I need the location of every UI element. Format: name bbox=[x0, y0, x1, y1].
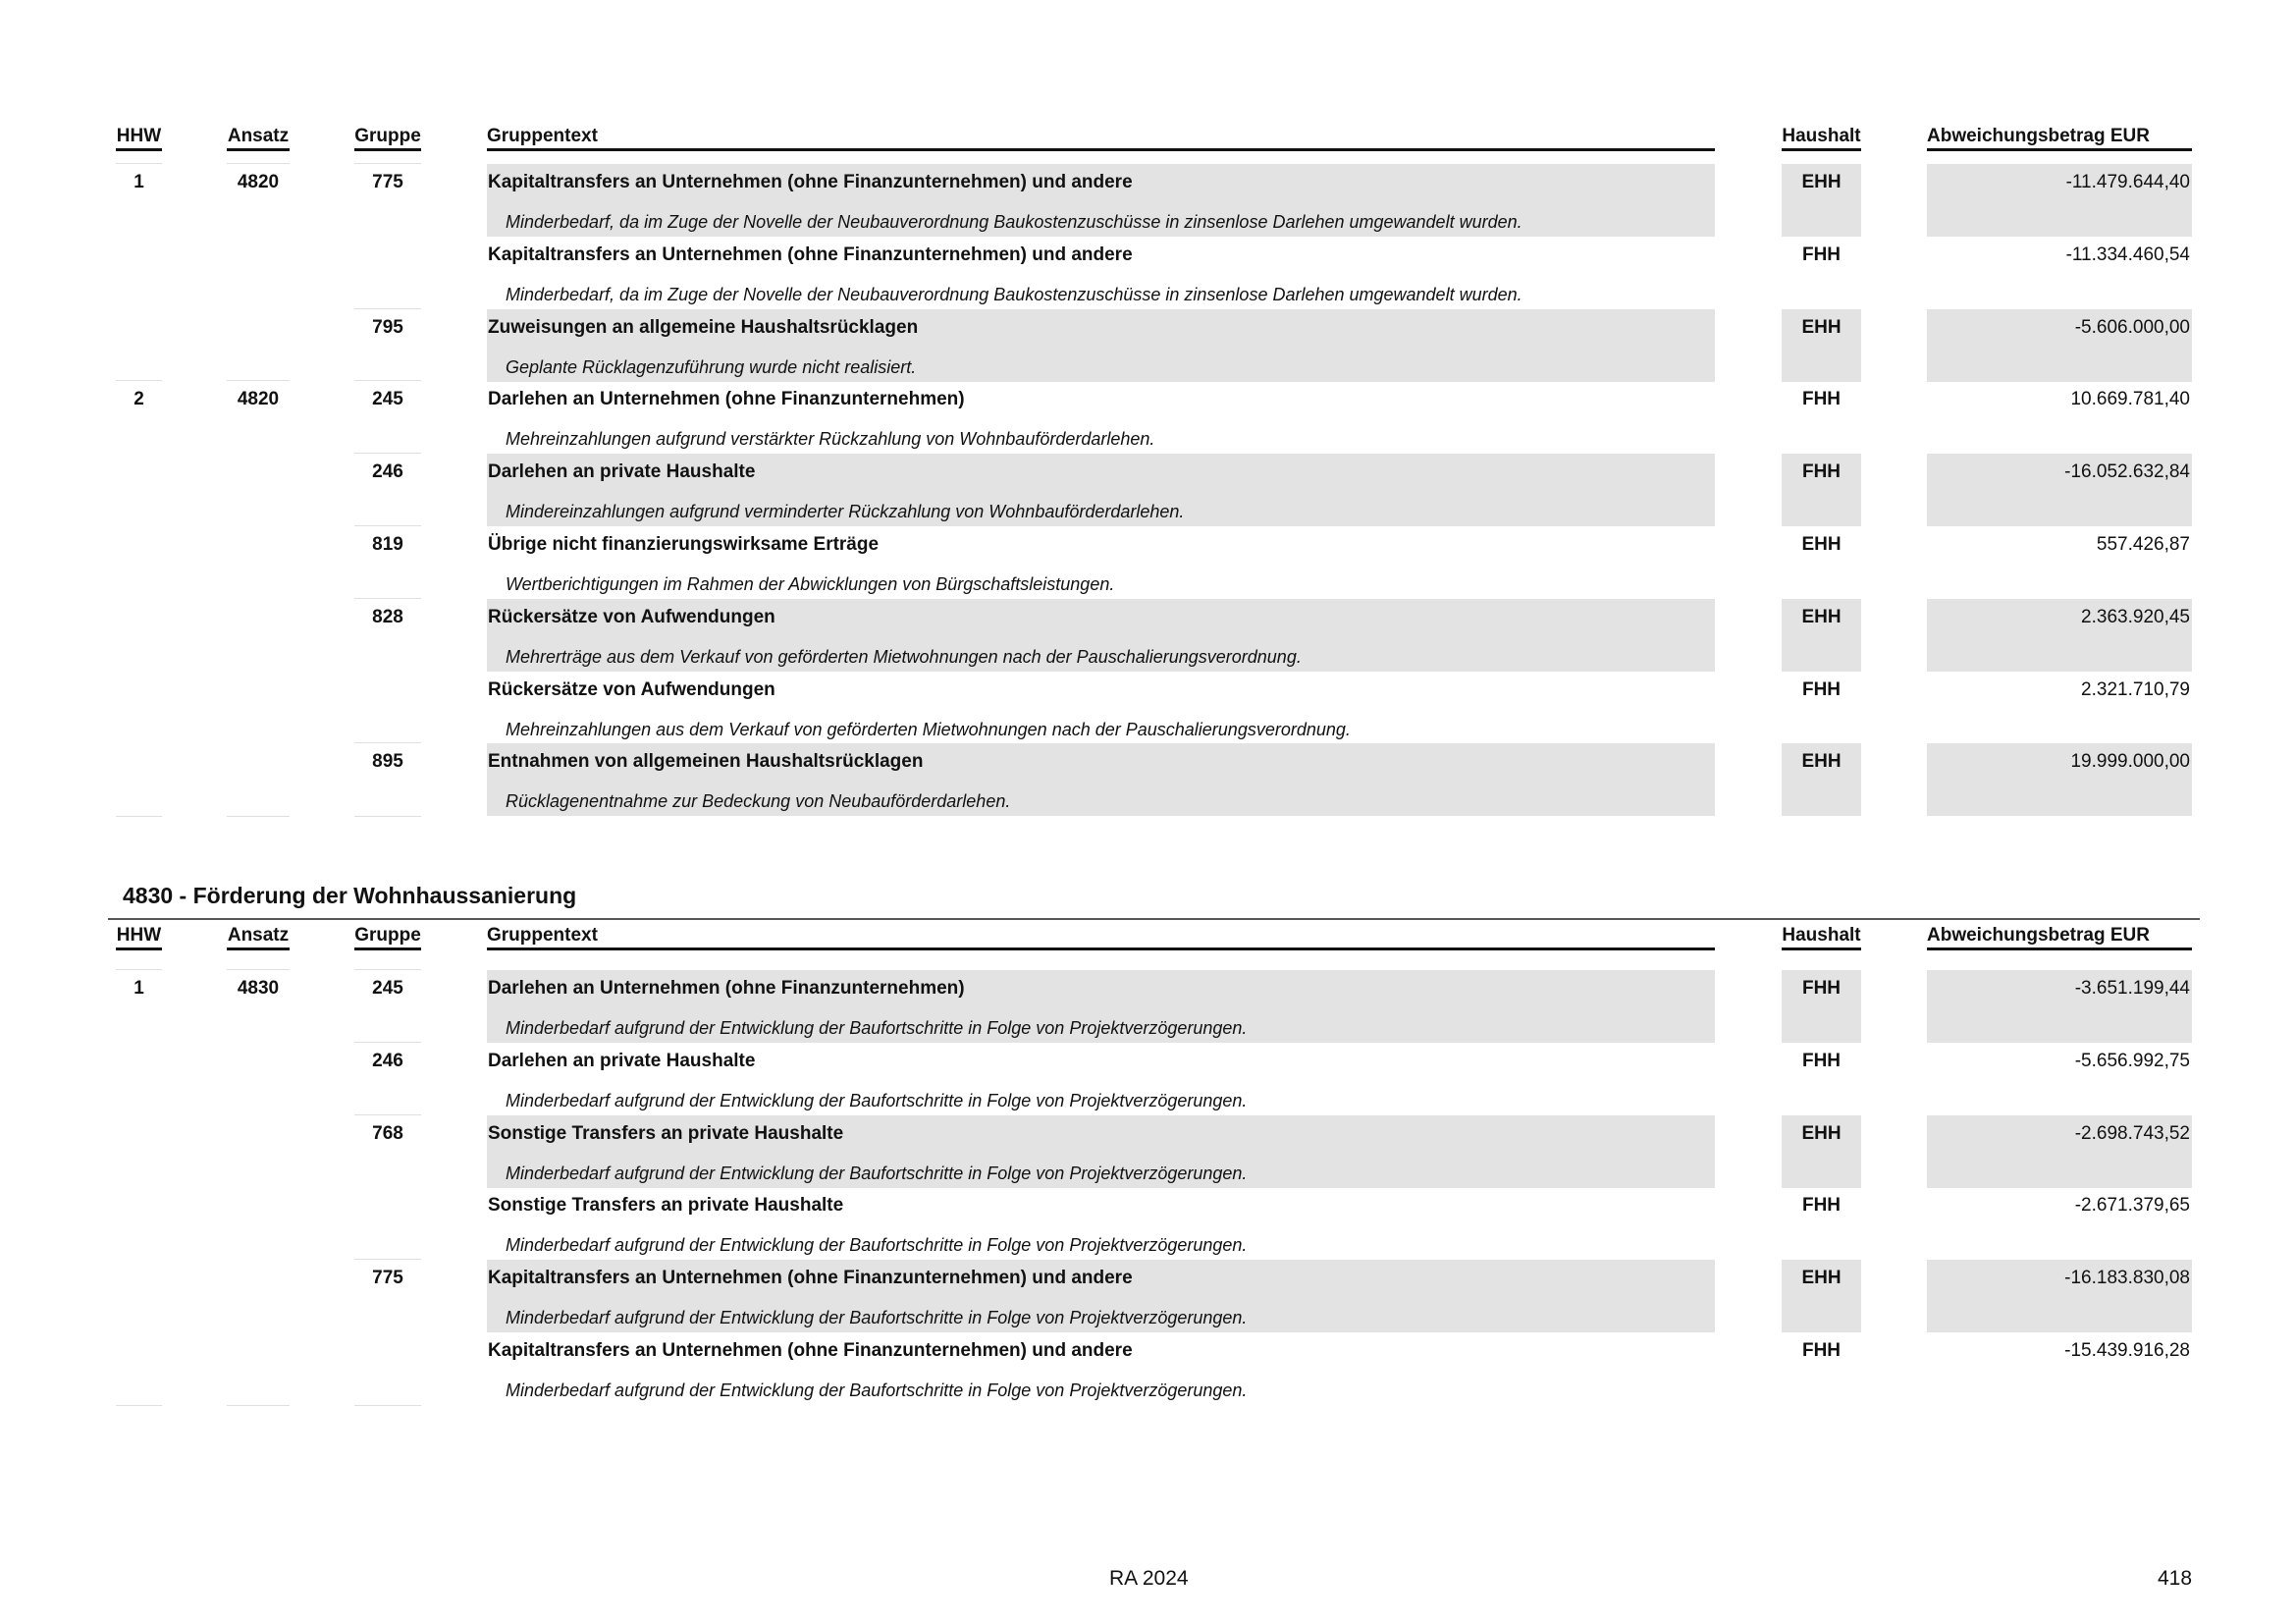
row-separator bbox=[116, 380, 162, 381]
cell-betrag: -5.606.000,00 bbox=[2074, 317, 2190, 338]
cell-description: Minderbedarf aufgrund der Entwicklung der Baufortschritte in Folge von Projektverzögerungen. bbox=[506, 1235, 1248, 1255]
cell-betrag: 19.999.000,00 bbox=[2070, 751, 2190, 772]
cell-gruppe: 828 bbox=[372, 607, 403, 627]
cell-ansatz: 4820 bbox=[237, 172, 280, 192]
cell-description: Minderbedarf aufgrund der Entwicklung der Baufortschritte in Folge von Projektverzögerungen. bbox=[506, 1380, 1248, 1400]
cell-gruppentext: Darlehen an Unternehmen (ohne Finanzunternehmen) bbox=[488, 389, 965, 409]
row-separator bbox=[116, 816, 162, 817]
cell-gruppe: 795 bbox=[372, 317, 403, 338]
cell-gruppe: 775 bbox=[372, 1268, 403, 1288]
cell-description: Mehreinzahlungen aufgrund verstärkter Rückzahlung von Wohnbauförderdarlehen. bbox=[506, 429, 1155, 449]
cell-gruppentext: Kapitaltransfers an Unternehmen (ohne Finanzunternehmen) und andere bbox=[488, 244, 1133, 265]
cell-ansatz: 4820 bbox=[237, 389, 280, 409]
cell-gruppentext: Sonstige Transfers an private Haushalte bbox=[488, 1123, 844, 1144]
row-separator bbox=[116, 1405, 162, 1406]
cell-gruppentext: Entnahmen von allgemeinen Haushaltsrücklagen bbox=[488, 751, 924, 772]
cell-betrag: 557.426,87 bbox=[2096, 534, 2190, 555]
cell-gruppentext: Darlehen an private Haushalte bbox=[488, 1051, 756, 1071]
col-header-hhw: HHW bbox=[116, 126, 162, 151]
cell-gruppentext: Sonstige Transfers an private Haushalte bbox=[488, 1195, 844, 1216]
row-separator bbox=[354, 1114, 421, 1115]
cell-haushalt: FHH bbox=[1801, 679, 1842, 700]
cell-betrag: -3.651.199,44 bbox=[2074, 978, 2190, 999]
cell-betrag: -16.052.632,84 bbox=[2064, 461, 2190, 482]
cell-haushalt: FHH bbox=[1801, 1051, 1842, 1071]
cell-gruppe: 246 bbox=[372, 1051, 403, 1071]
row-separator bbox=[227, 816, 290, 817]
cell-description: Mehrerträge aus dem Verkauf von geförderten Mietwohnungen nach der Pauschalierungsverordnung. bbox=[506, 647, 1302, 667]
cell-gruppe: 245 bbox=[372, 978, 403, 999]
cell-haushalt: FHH bbox=[1801, 244, 1842, 265]
cell-hhw: 1 bbox=[133, 172, 144, 192]
col-header-gruppentext: Gruppentext bbox=[487, 126, 1715, 151]
row-separator bbox=[354, 163, 421, 164]
row-separator bbox=[354, 380, 421, 381]
cell-gruppe: 768 bbox=[372, 1123, 403, 1144]
page-number: 418 bbox=[2158, 1567, 2193, 1590]
cell-betrag: -5.656.992,75 bbox=[2074, 1051, 2190, 1071]
cell-description: Wertberichtigungen im Rahmen der Abwicklungen von Bürgschaftsleistungen. bbox=[506, 574, 1115, 594]
col-header-haushalt: Haushalt bbox=[1782, 925, 1861, 950]
cell-description: Minderbedarf, da im Zuge der Novelle der Neubauverordnung Baukostenzuschüsse in zinsenlose Darlehen umgewandelt wurden. bbox=[506, 285, 1522, 304]
cell-betrag: -11.479.644,40 bbox=[2065, 172, 2190, 192]
row-separator bbox=[354, 742, 421, 743]
cell-gruppentext: Kapitaltransfers an Unternehmen (ohne Finanzunternehmen) und andere bbox=[488, 172, 1133, 192]
col-header-ansatz: Ansatz bbox=[227, 126, 290, 151]
cell-description: Minderbedarf aufgrund der Entwicklung der Baufortschritte in Folge von Projektverzögerungen. bbox=[506, 1091, 1248, 1110]
cell-gruppentext: Darlehen an Unternehmen (ohne Finanzunternehmen) bbox=[488, 978, 965, 999]
row-separator bbox=[354, 1259, 421, 1260]
row-separator bbox=[354, 816, 421, 817]
row-separator bbox=[354, 308, 421, 309]
col-header-gruppentext: Gruppentext bbox=[487, 925, 1715, 950]
footer-report-label: RA 2024 bbox=[1109, 1567, 1189, 1590]
cell-gruppe: 246 bbox=[372, 461, 403, 482]
row-separator bbox=[227, 1405, 290, 1406]
cell-betrag: 2.321.710,79 bbox=[2081, 679, 2190, 700]
cell-gruppe: 895 bbox=[372, 751, 403, 772]
cell-betrag: -2.698.743,52 bbox=[2074, 1123, 2190, 1144]
cell-gruppentext: Kapitaltransfers an Unternehmen (ohne Finanzunternehmen) und andere bbox=[488, 1268, 1133, 1288]
cell-gruppentext: Zuweisungen an allgemeine Haushaltsrücklagen bbox=[488, 317, 919, 338]
row-separator bbox=[354, 525, 421, 526]
row-separator bbox=[227, 163, 290, 164]
cell-haushalt: EHH bbox=[1801, 607, 1842, 627]
cell-description: Geplante Rücklagenzuführung wurde nicht realisiert. bbox=[506, 357, 917, 377]
row-separator bbox=[354, 969, 421, 970]
cell-gruppentext: Übrige nicht finanzierungswirksame Erträge bbox=[488, 534, 880, 555]
cell-haushalt: EHH bbox=[1801, 1123, 1842, 1144]
cell-haushalt: EHH bbox=[1801, 1268, 1842, 1288]
cell-haushalt: EHH bbox=[1801, 172, 1842, 192]
row-separator bbox=[354, 1042, 421, 1043]
cell-gruppe: 245 bbox=[372, 389, 403, 409]
section-divider bbox=[108, 918, 2200, 920]
col-header-gruppe: Gruppe bbox=[354, 126, 421, 151]
cell-betrag: -15.439.916,28 bbox=[2064, 1340, 2190, 1361]
row-separator bbox=[354, 1405, 421, 1406]
cell-description: Rücklagenentnahme zur Bedeckung von Neubauförderdarlehen. bbox=[506, 791, 1011, 811]
row-separator bbox=[116, 969, 162, 970]
cell-description: Minderbedarf, da im Zuge der Novelle der Neubauverordnung Baukostenzuschüsse in zinsenlose Darlehen umgewandelt wurden. bbox=[506, 212, 1522, 232]
cell-haushalt: FHH bbox=[1801, 1195, 1842, 1216]
col-header-hhw: HHW bbox=[116, 925, 162, 950]
col-header-gruppe: Gruppe bbox=[354, 925, 421, 950]
cell-description: Minderbedarf aufgrund der Entwicklung der Baufortschritte in Folge von Projektverzögerungen. bbox=[506, 1164, 1248, 1183]
cell-gruppe: 775 bbox=[372, 172, 403, 192]
cell-haushalt: EHH bbox=[1801, 534, 1842, 555]
cell-betrag: -11.334.460,54 bbox=[2065, 244, 2190, 265]
col-header-betrag: Abweichungsbetrag EUR bbox=[1927, 126, 2192, 151]
cell-haushalt: FHH bbox=[1801, 978, 1842, 999]
cell-hhw: 2 bbox=[133, 389, 144, 409]
cell-ansatz: 4830 bbox=[237, 978, 280, 999]
col-header-betrag: Abweichungsbetrag EUR bbox=[1927, 925, 2192, 950]
cell-haushalt: EHH bbox=[1801, 751, 1842, 772]
section-title: 4830 - Förderung der Wohnhaussanierung bbox=[123, 883, 577, 908]
col-header-haushalt: Haushalt bbox=[1782, 126, 1861, 151]
cell-betrag: 10.669.781,40 bbox=[2070, 389, 2190, 409]
col-header-ansatz: Ansatz bbox=[227, 925, 290, 950]
cell-gruppentext: Rückersätze von Aufwendungen bbox=[488, 607, 775, 627]
cell-haushalt: FHH bbox=[1801, 1340, 1842, 1361]
cell-gruppentext: Kapitaltransfers an Unternehmen (ohne Finanzunternehmen) und andere bbox=[488, 1340, 1133, 1361]
cell-description: Mehreinzahlungen aus dem Verkauf von geförderten Mietwohnungen nach der Pauschalierungsverordnung. bbox=[506, 720, 1351, 739]
cell-description: Minderbedarf aufgrund der Entwicklung der Baufortschritte in Folge von Projektverzögerungen. bbox=[506, 1308, 1248, 1327]
cell-gruppe: 819 bbox=[372, 534, 403, 555]
cell-betrag: -16.183.830,08 bbox=[2064, 1268, 2190, 1288]
row-separator bbox=[227, 380, 290, 381]
cell-description: Mindereinzahlungen aufgrund verminderter Rückzahlung von Wohnbauförderdarlehen. bbox=[506, 502, 1185, 521]
cell-betrag: -2.671.379,65 bbox=[2074, 1195, 2190, 1216]
cell-haushalt: FHH bbox=[1801, 389, 1842, 409]
row-separator bbox=[354, 453, 421, 454]
cell-haushalt: FHH bbox=[1801, 461, 1842, 482]
cell-haushalt: EHH bbox=[1801, 317, 1842, 338]
row-separator bbox=[227, 969, 290, 970]
cell-description: Minderbedarf aufgrund der Entwicklung der Baufortschritte in Folge von Projektverzögerungen. bbox=[506, 1018, 1248, 1038]
cell-gruppentext: Rückersätze von Aufwendungen bbox=[488, 679, 775, 700]
cell-gruppentext: Darlehen an private Haushalte bbox=[488, 461, 756, 482]
row-separator bbox=[116, 163, 162, 164]
cell-betrag: 2.363.920,45 bbox=[2081, 607, 2190, 627]
cell-hhw: 1 bbox=[133, 978, 144, 999]
row-separator bbox=[354, 598, 421, 599]
